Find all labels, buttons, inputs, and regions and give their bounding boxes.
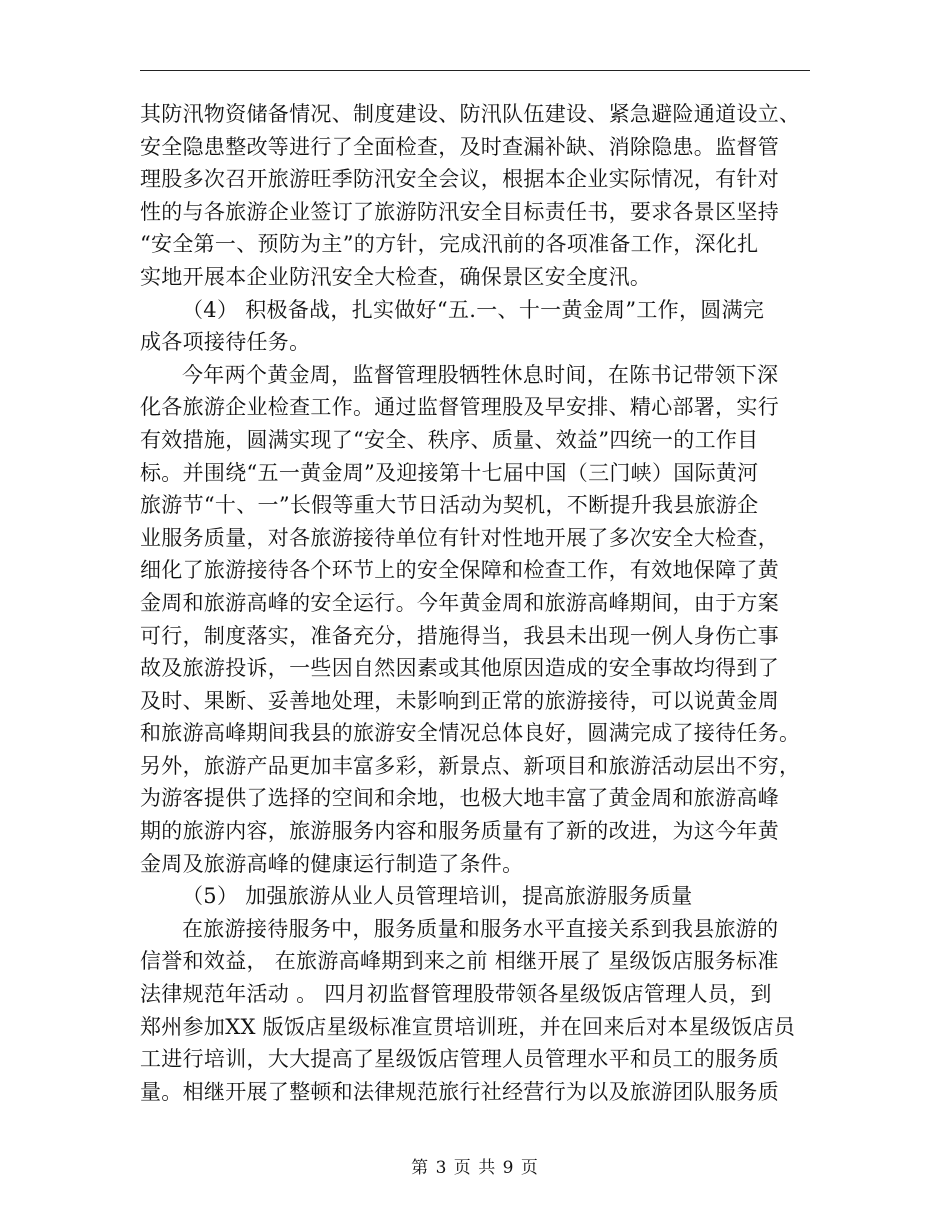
text-line: 性的与各旅游企业签订了旅游防汛安全目标责任书，要求各景区坚持: [140, 199, 779, 224]
text-line: 郑州参加XX 版饭店星级标准宣贯培训班，并在回来后对本星级饭店员: [140, 1014, 796, 1039]
page-number: 第 3 页 共 9 页: [411, 1158, 539, 1178]
text-line: 和旅游高峰期间我县的旅游安全情况总体良好，圆满完成了接待任务。: [140, 721, 801, 746]
text-line: 有效措施，圆满实现了“安全、秩序、质量、效益”四统一的工作目: [140, 427, 759, 452]
header-rule: [140, 70, 810, 71]
text-line: 标。并围绕“五一黄金周”及迎接第十七届中国（三门峡）国际黄河: [140, 460, 759, 485]
text-line: 工进行培训，大大提高了星级饭店管理人员管理水平和员工的服务质: [140, 1047, 779, 1072]
text-line: 金周和旅游高峰的安全运行。今年黄金周和旅游高峰期间，由于方案: [140, 590, 779, 615]
document-body: [140, 98, 810, 1108]
text-line: （5） 加强旅游从业人员管理培训，提高旅游服务质量: [182, 884, 693, 909]
text-line: 其防汛物资储备情况、制度建设、防汛队伍建设、紧急避险通道设立、: [140, 102, 801, 126]
text-line: 量。相继开展了整顿和法律规范旅行社经营行为以及旅游团队服务质: [140, 1079, 779, 1104]
text-line: 今年两个黄金周，监督管理股牺牲休息时间，在陈书记带领下深: [182, 362, 779, 387]
text-line: 理股多次召开旅游旺季防汛安全会议，根据本企业实际情况，有针对: [140, 167, 779, 192]
text-line: 实地开展本企业防汛安全大检查，确保景区安全度汛。: [140, 264, 652, 289]
text-line: 金周及旅游高峰的健康运行制造了条件。: [140, 851, 524, 876]
text-line: 成各项接待任务。: [140, 330, 311, 355]
text-line: 信誉和效益， 在旅游高峰期到来之前 相继开展了 星级饭店服务标准: [140, 949, 779, 974]
text-line: 法律规范年活动 。 四月初监督管理股带领各星级饭店管理人员，到: [140, 982, 772, 1007]
text-line: 期的旅游内容，旅游服务内容和服务质量有了新的改进，为这今年黄: [140, 819, 779, 844]
text-line: 故及旅游投诉，一些因自然因素或其他原因造成的安全事故均得到了: [140, 656, 779, 681]
text-line: 化各旅游企业检查工作。通过监督管理股及早安排、精心部署，实行: [140, 395, 779, 420]
text-line: 及时、果断、妥善地处理，未影响到正常的旅游接待，可以说黄金周: [140, 688, 779, 713]
text-line: （4） 积极备战，扎实做好“五.一、十一黄金周”工作，圆满完: [182, 297, 765, 322]
text-line: 安全隐患整改等进行了全面检查，及时查漏补缺、消除隐患。监督管: [140, 134, 779, 159]
text-line: 为游客提供了选择的空间和余地，也极大地丰富了黄金周和旅游高峰: [140, 786, 779, 811]
text-line: 业服务质量，对各旅游接待单位有针对性地开展了多次安全大检查，: [140, 525, 779, 550]
text-line: 细化了旅游接待各个环节上的安全保障和检查工作，有效地保障了黄: [140, 558, 779, 583]
text-line: 另外，旅游产品更加丰富多彩，新景点、新项目和旅游活动层出不穷，: [140, 753, 801, 778]
text-line: 旅游节“十、一”长假等重大节日活动为契机，不断提升我县旅游企: [140, 493, 759, 518]
text-line: 在旅游接待服务中，服务质量和服务水平直接关系到我县旅游的: [182, 916, 779, 941]
text-line: “安全第一、预防为主”的方针，完成汛前的各项准备工作，深化扎: [140, 232, 759, 257]
text-line: 可行，制度落实，准备充分，措施得当，我县未出现一例人身伤亡事: [140, 623, 779, 648]
